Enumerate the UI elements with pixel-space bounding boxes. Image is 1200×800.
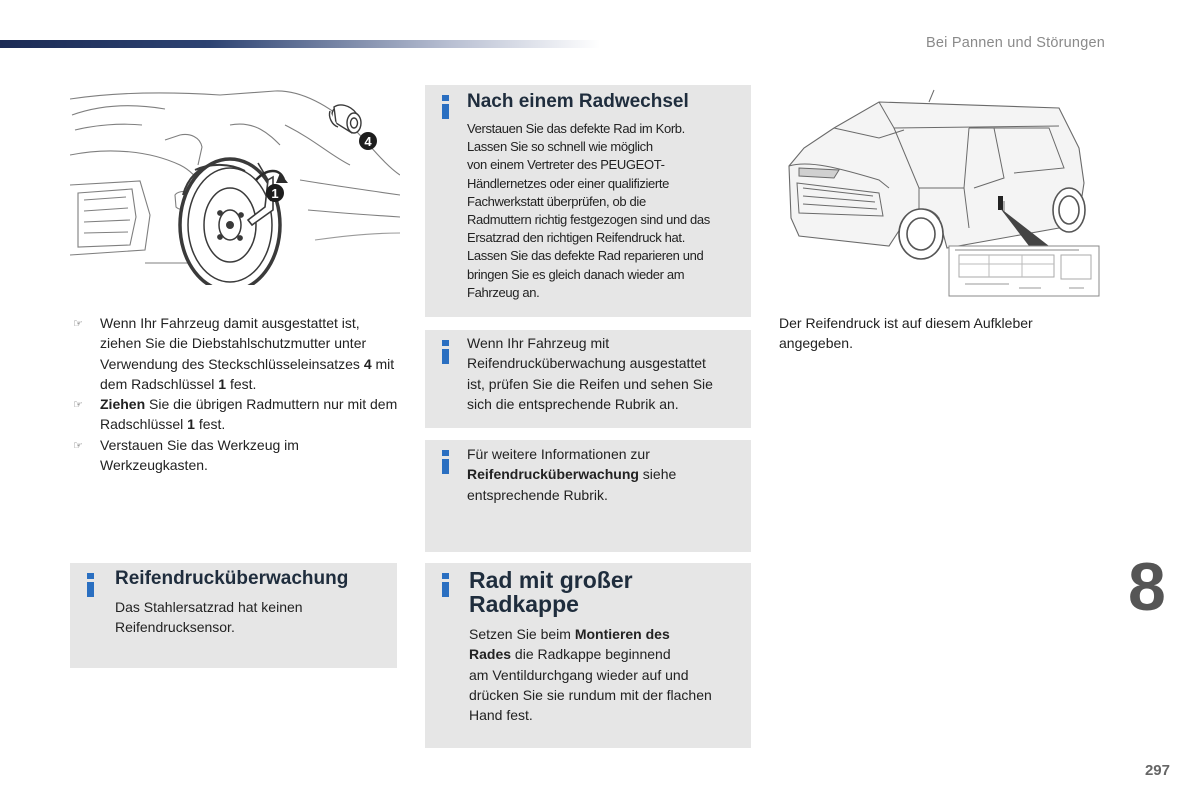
text-line: Reifendrucksensor. [115, 619, 235, 636]
instruction-text: Wenn Ihr Fahrzeug damit ausgestattet ist, ziehen Sie die Diebstahlschutzmutter unter Verwendung des Steckschlüsseleinsatzes 4 mit dem Radschlüssel 1 fest. [100, 315, 395, 392]
box-body [115, 597, 385, 638]
section-title: Bei Pannen und Störungen [926, 35, 1105, 51]
text-line: bringen Sie es gleich danach wieder am [467, 266, 685, 282]
header-color-bar [0, 40, 600, 48]
instruction-step [70, 313, 400, 394]
text-line: Fahrzeug an. [467, 284, 540, 300]
instruction-list [70, 313, 400, 475]
box-body: Für weitere Informationen zur Reifendrucküberwachung siehe entsprechende Rubrik. [467, 446, 677, 503]
box-title: Rad mit großer Radkappe [469, 567, 633, 617]
text-line: sich die entsprechende Rubrik an. [467, 395, 679, 412]
text-line: Lassen Sie das defekte Rad reparieren und [467, 248, 704, 264]
text-line: von einem Vertreter des PEUGEOT- [467, 157, 665, 173]
box-body [467, 333, 747, 414]
instruction-step [70, 394, 400, 435]
text-line: Lassen Sie so schnell wie möglich [467, 139, 653, 155]
van-illustration [779, 88, 1109, 300]
wheel-illustration [70, 85, 400, 285]
pointing-hand-icon: ☞ [73, 318, 83, 330]
callout-1: 1 [271, 186, 279, 201]
pointing-hand-icon: ☞ [73, 439, 83, 452]
info-box-tyre-monitoring [70, 563, 397, 668]
text-line: Händlernetzes oder einer qualifizierte [467, 175, 670, 191]
chapter-number: 8 [1128, 549, 1166, 625]
text-line: Das Stahlersatzrad hat keinen [115, 599, 303, 615]
text-line: Reifendrucküberwachung ausgestattet [467, 355, 706, 372]
box-title: Reifendrucküberwachung [115, 568, 349, 589]
info-box-hubcap [425, 563, 751, 748]
text-line: Der Reifendruck ist auf diesem Aufkleber [779, 315, 1033, 331]
box-body [467, 120, 747, 302]
info-box-more-info [425, 440, 751, 552]
text-line: Fachwerkstatt überprüfen, ob die [467, 193, 646, 209]
text-line: ist, prüfen Sie die Reifen und sehen Sie [467, 375, 713, 392]
box-body: Setzen Sie beim Montieren des Rades die Radkappe beginnend am Ventildurchgang wieder auf und drücken Sie sie rundum mit der flachen Hand fest. [469, 626, 712, 724]
text-line: angegeben. [779, 335, 853, 352]
info-box-after-wheel-change [425, 85, 751, 317]
text-line: Verstauen Sie das defekte Rad im Korb. [467, 121, 685, 136]
pointing-hand-icon: ☞ [73, 399, 83, 412]
text-line: Radmuttern richtig festgezogen sind und das [467, 212, 710, 228]
callout-4: 4 [364, 134, 372, 149]
box-title: Nach einem Radwechsel [467, 91, 689, 112]
text-line: Ersatzrad den richtigen Reifendruck hat. [467, 230, 685, 246]
sticker-caption [779, 313, 1109, 354]
instruction-text: Verstauen Sie das Werkzeug im Werkzeugkasten. [100, 436, 299, 474]
text-line: Wenn Ihr Fahrzeug mit [467, 335, 610, 351]
instruction-text: Ziehen Sie die übrigen Radmuttern nur mit dem Radschlüssel 1 fest. [100, 396, 398, 433]
page-number: 297 [1144, 762, 1170, 779]
instruction-step [70, 435, 400, 476]
info-box-monitoring-equipped [425, 330, 751, 428]
